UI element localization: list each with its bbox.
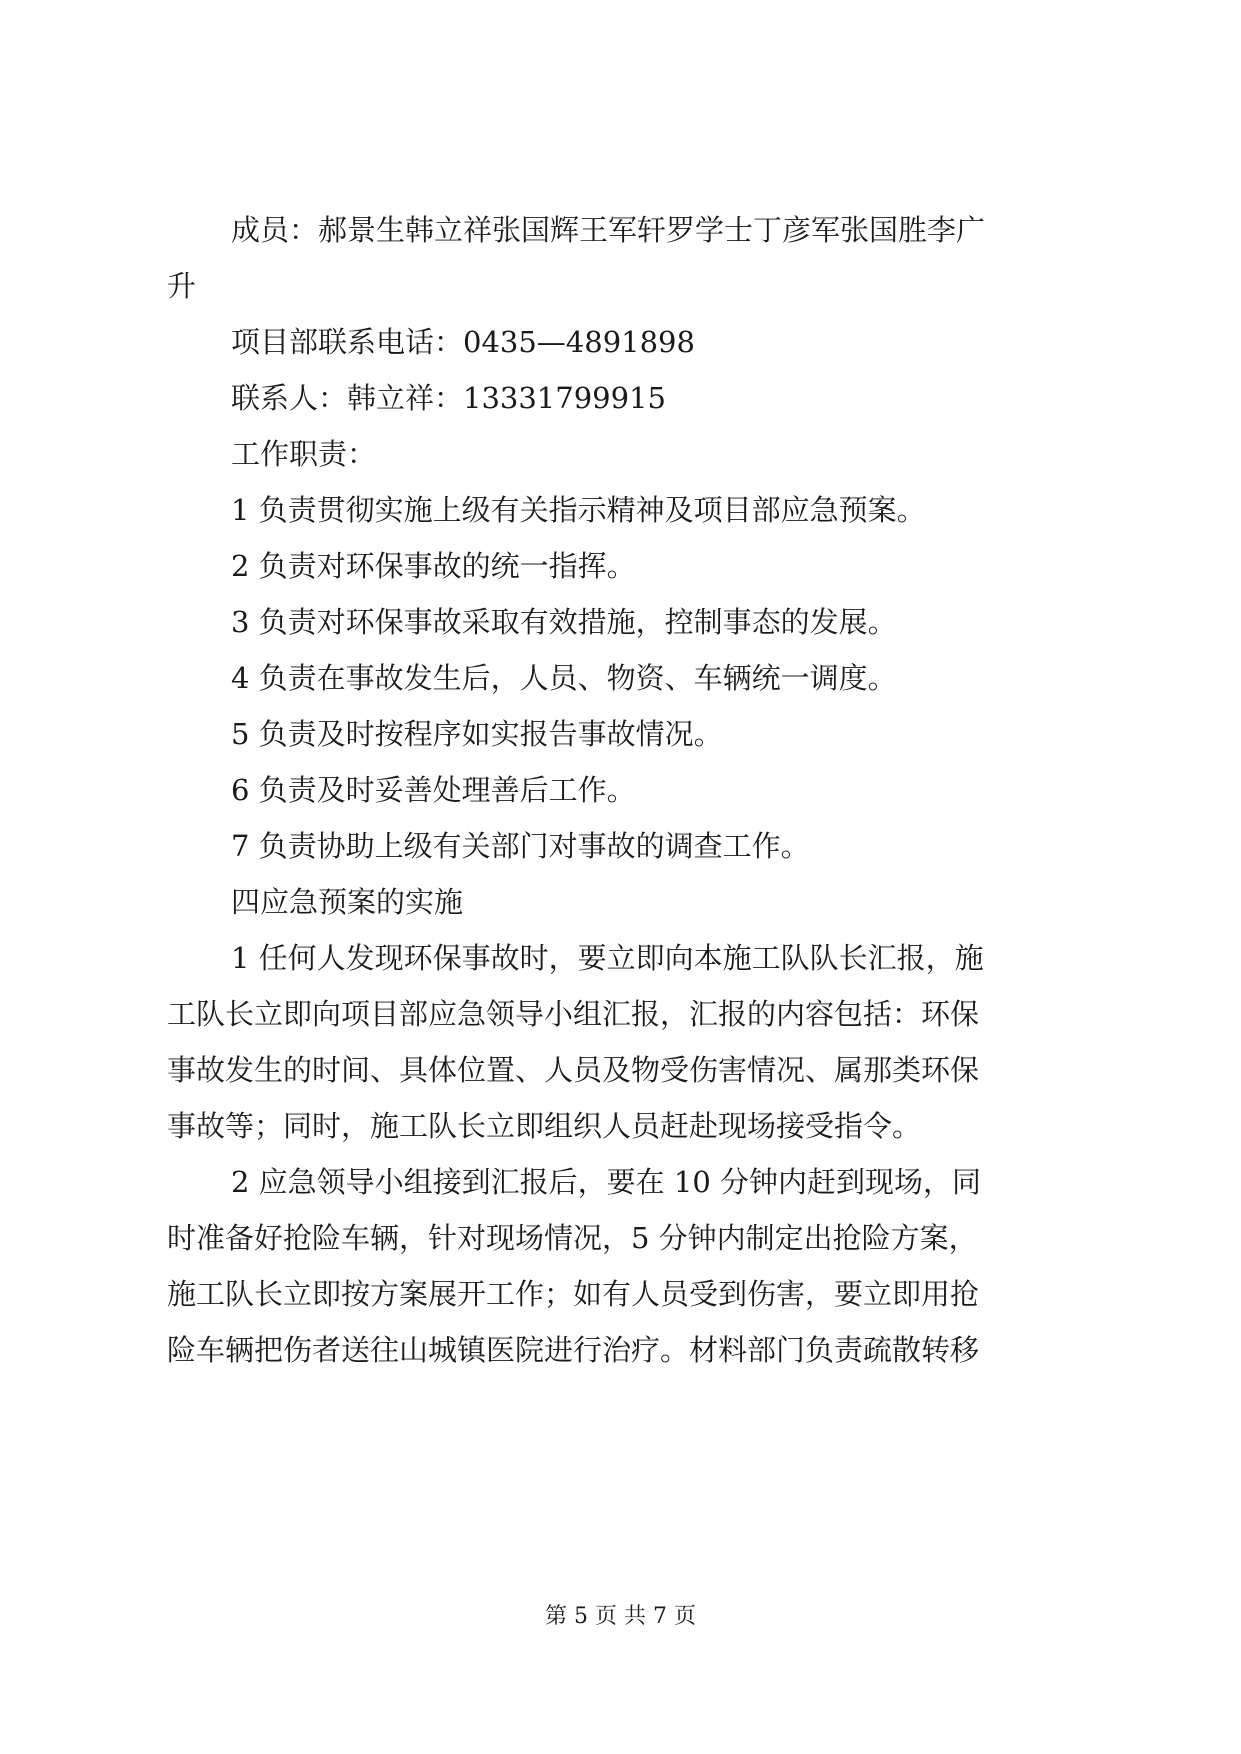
text-line: 事故等；同时，施工队长立即组织人员赶赴现场接受指令。 [167,1109,922,1143]
section-heading: 四应急预案的实施 [231,885,464,919]
text-line: 2 负责对环保事故的统一指挥。 [231,549,636,583]
text-line: 险车辆把伤者送往山城镇医院进行治疗。材料部门负责疏散转移 [167,1333,980,1367]
text-line: 5 负责及时按程序如实报告事故情况。 [231,717,723,751]
text-line: 1 负责贯彻实施上级有关指示精神及项目部应急预案。 [231,493,926,527]
text-line: 工队长立即向项目部应急领导小组汇报，汇报的内容包括：环保 [167,997,980,1031]
text-line: 时准备好抢险车辆，针对现场情况，5 分钟内制定出抢险方案， [167,1221,978,1255]
text-line: 成员：郝景生韩立祥张国辉王军轩罗学士丁彦军张国胜李广 [231,213,986,247]
text-line: 2 应急领导小组接到汇报后，要在 10 分钟内赶到现场，同 [231,1165,982,1199]
text-line: 事故发生的时间、具体位置、人员及物受伤害情况、属那类环保 [167,1053,980,1087]
text-line: 工作职责： [231,437,377,471]
text-line: 6 负责及时妥善处理善后工作。 [231,773,636,807]
text-line: 升 [167,269,197,303]
text-line: 3 负责对环保事故采取有效措施，控制事态的发展。 [231,605,897,639]
text-line: 项目部联系电话：0435—4891898 [231,325,695,359]
page-number-footer: 第 5 页 共 7 页 [545,1604,696,1629]
text-line: 4 负责在事故发生后，人员、物资、车辆统一调度。 [231,661,897,695]
text-line: 7 负责协助上级有关部门对事故的调查工作。 [231,829,810,863]
text-line: 联系人：韩立祥：13331799915 [231,381,666,415]
text-line: 施工队长立即按方案展开工作；如有人员受到伤害，要立即用抢 [167,1277,980,1311]
text-line: 1 任何人发现环保事故时，要立即向本施工队队长汇报，施 [231,941,984,975]
